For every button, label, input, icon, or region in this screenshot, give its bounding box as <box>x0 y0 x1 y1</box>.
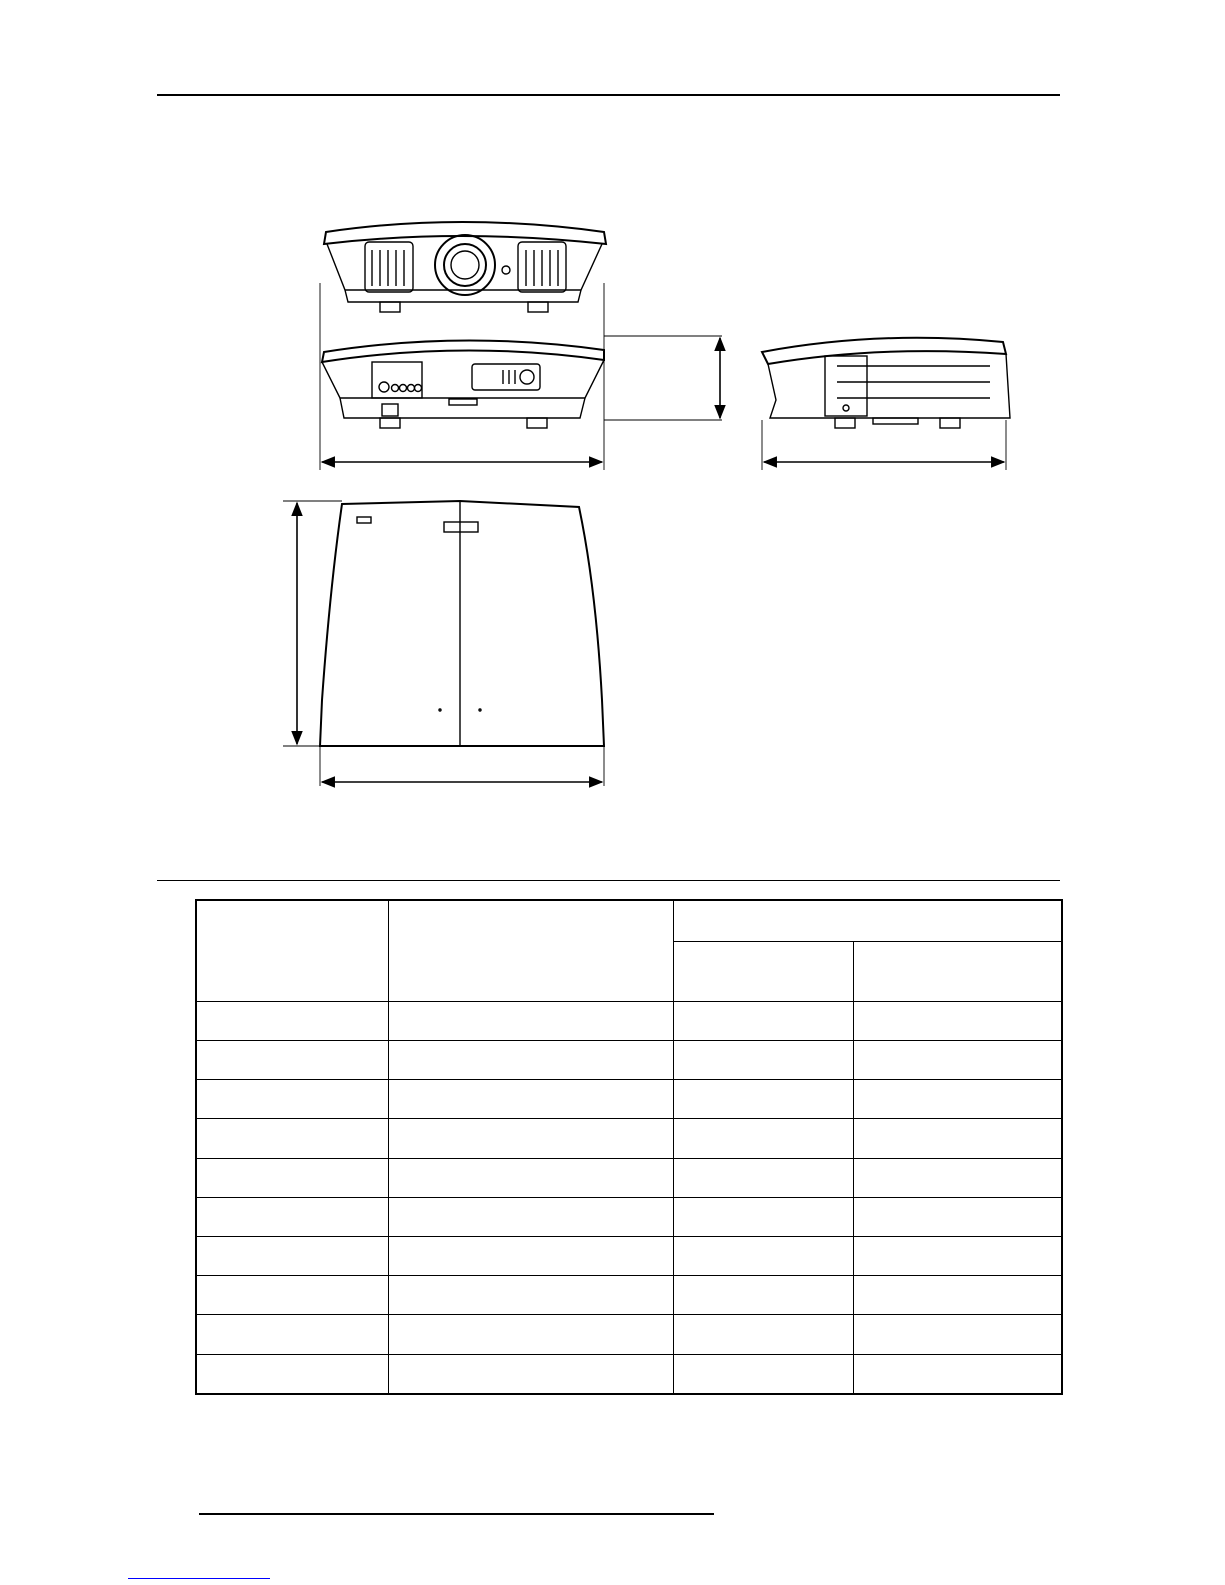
section-rule <box>157 880 1060 881</box>
table-cell <box>388 1040 673 1079</box>
table-header-cell <box>673 900 1062 942</box>
table-cell <box>853 1119 1062 1158</box>
table-cell <box>853 1197 1062 1236</box>
dimension-arrows <box>297 338 1004 782</box>
table-cell <box>196 1276 388 1315</box>
table-cell <box>196 1158 388 1197</box>
table-cell <box>673 1354 853 1394</box>
table-cell <box>388 1080 673 1119</box>
table-row <box>196 1315 1062 1354</box>
table-header-cell <box>388 900 673 1001</box>
table-cell <box>388 1354 673 1394</box>
table-cell <box>853 1158 1062 1197</box>
table-cell <box>388 1276 673 1315</box>
table-cell <box>196 1080 388 1119</box>
table-cell <box>853 1237 1062 1276</box>
table-cell <box>388 1119 673 1158</box>
table-header-row <box>196 900 1062 942</box>
extension-lines <box>283 283 1006 786</box>
table-cell <box>196 1001 388 1040</box>
footer-link-underline[interactable] <box>128 1578 270 1579</box>
dimension-table <box>195 899 1063 1395</box>
table-cell <box>673 1276 853 1315</box>
table-row <box>196 1276 1062 1315</box>
projector-front-view-icon <box>324 222 606 312</box>
table-cell <box>196 1197 388 1236</box>
table-cell <box>673 1237 853 1276</box>
table-cell <box>853 1001 1062 1040</box>
table-cell <box>673 1197 853 1236</box>
footer-rule <box>199 1513 714 1515</box>
table-cell <box>853 1354 1062 1394</box>
table-row <box>196 1237 1062 1276</box>
table-header-cell <box>673 942 853 1001</box>
table-row <box>196 1158 1062 1197</box>
table-cell <box>853 1080 1062 1119</box>
table-cell <box>196 1315 388 1354</box>
table-cell <box>196 1237 388 1276</box>
table-cell <box>673 1119 853 1158</box>
table-cell <box>388 1197 673 1236</box>
table-cell <box>673 1080 853 1119</box>
table-cell <box>388 1237 673 1276</box>
table-header-cell <box>853 942 1062 1001</box>
projector-top-view-icon <box>320 501 604 746</box>
table-cell <box>673 1158 853 1197</box>
table-cell <box>196 1119 388 1158</box>
table-row <box>196 1354 1062 1394</box>
table-cell <box>853 1040 1062 1079</box>
table-row <box>196 1040 1062 1079</box>
table-cell <box>196 1354 388 1394</box>
table-row <box>196 1119 1062 1158</box>
table-cell <box>673 1315 853 1354</box>
table-cell <box>196 1040 388 1079</box>
projector-side-view-icon <box>762 338 1010 428</box>
table-cell <box>853 1315 1062 1354</box>
table-header-cell <box>196 900 388 1001</box>
projector-rear-view-icon <box>322 340 604 428</box>
table-row <box>196 1197 1062 1236</box>
table-row <box>196 1001 1062 1040</box>
table-cell <box>673 1001 853 1040</box>
table-cell <box>388 1158 673 1197</box>
table-cell <box>388 1001 673 1040</box>
table-cell <box>673 1040 853 1079</box>
table-row <box>196 1080 1062 1119</box>
table-cell <box>853 1276 1062 1315</box>
table-cell <box>388 1315 673 1354</box>
